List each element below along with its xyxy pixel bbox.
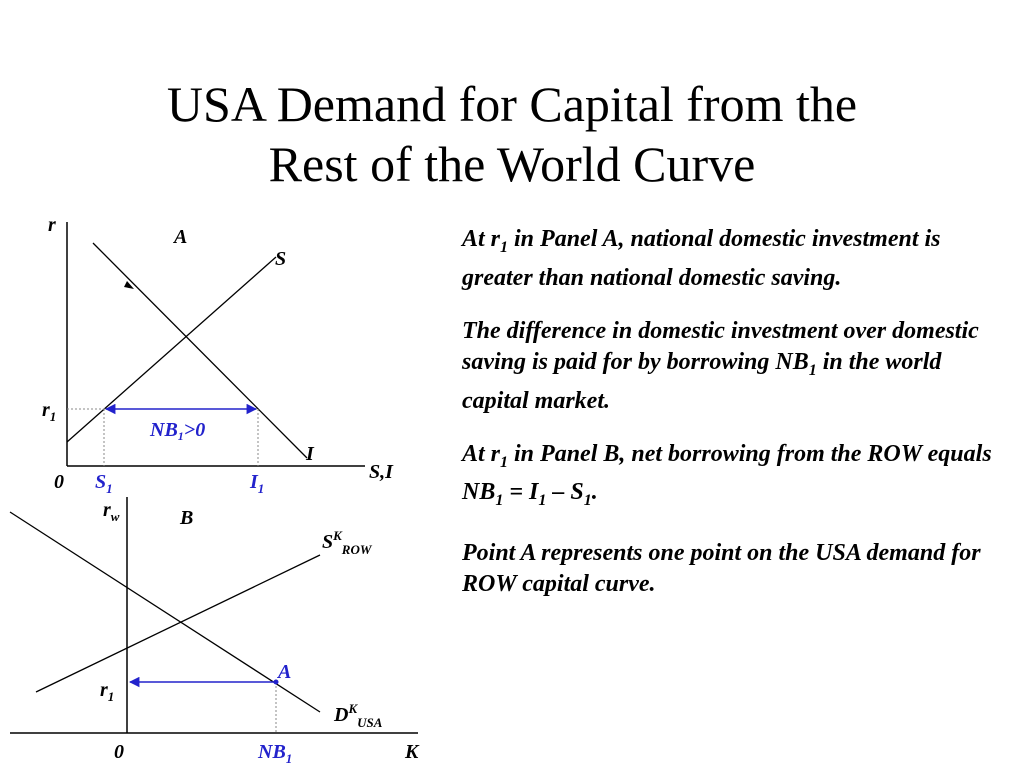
panel-a-x-axis-label: S,I (369, 461, 393, 483)
explanation-paragraph-3: At $r_1$ in Panel B, net borrowing from the ROW equals $NB_1 = I_1 - S_1$. (462, 440, 992, 510)
explanation-paragraph-4: Point A represents one point on the USA demand for ROW capital curve. (462, 540, 981, 598)
panel-b-nb1-label: $NB_1$ (258, 741, 293, 766)
point-a-label: A (278, 661, 292, 683)
nb1-gap-label: $NB_1>0$ (150, 419, 206, 443)
panel-b-origin-label: 0 (114, 741, 124, 763)
panel-a-origin-label: 0 (54, 471, 64, 493)
row-capital-supply-label: $S^K_{ROW}$ (322, 528, 372, 557)
explanation-paragraph-1: At $r_1$ in Panel A, national domestic investment is greater than national domestic saving. (462, 226, 941, 291)
panel-b-label: B (180, 507, 194, 529)
panel-b-x-axis-label: K (405, 741, 419, 763)
explanation-text (462, 224, 1002, 622)
i1-label: $I_1$ (250, 471, 265, 496)
panel-a-r1-label: $r_1$ (42, 399, 57, 424)
investment-curve-label: I (306, 443, 314, 465)
panel-a (42, 214, 394, 496)
panel-a-label: A (174, 226, 188, 248)
title-line-1: USA Demand for Capital from the (166, 76, 858, 132)
explanation-paragraph-2: The difference in domestic investment over domestic saving is paid for by borrowing $NB_1$ in the world capital market. (462, 317, 979, 414)
panel-b-r1-label: $r_1$ (100, 679, 115, 704)
saving-curve (67, 257, 276, 442)
panel-a-y-axis-label: r (48, 214, 56, 236)
saving-curve-label: S (275, 248, 287, 270)
panel-b-y-axis-label: $r_w$ (103, 499, 120, 524)
s1-label: $S_1$ (95, 471, 113, 496)
usa-capital-demand-label: $D^K_{USA}$ (334, 701, 383, 730)
title-line-2: Rest of the World Curve (268, 136, 756, 192)
panel-b (10, 497, 420, 766)
